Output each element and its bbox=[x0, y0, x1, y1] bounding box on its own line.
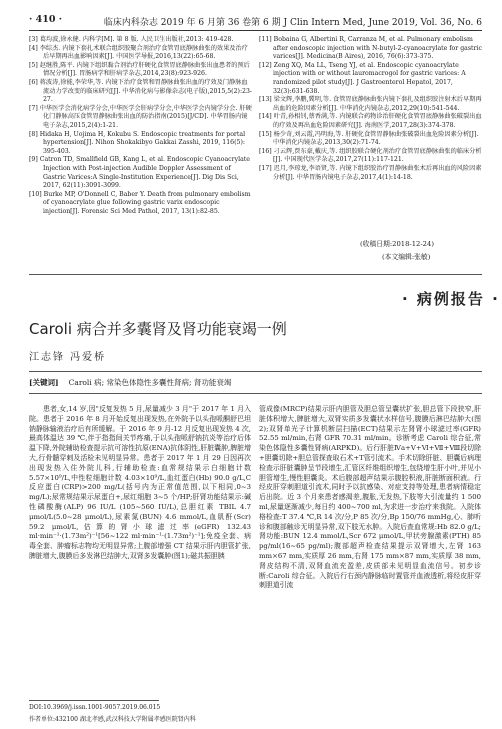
footnote-doi: DOI:10.3969/j.issn.1001-9057.2019.06.015 bbox=[29, 704, 161, 711]
body-left-column bbox=[29, 405, 251, 562]
keywords-label: [关键词] bbox=[29, 378, 59, 387]
reference-item: [10] Burke MP, O'Donnell C, Baber Y. Death from pulmonary embolism of cyanoacrylate glue following gastric varix endoscopic injection[J]. Forensic Sci Med Pathol, 2017, 13(1):82-85. bbox=[29, 190, 251, 215]
section-divider bbox=[29, 274, 482, 275]
running-header bbox=[29, 8, 482, 31]
reference-item: [12] Zeng XQ, Ma LL, Tseng YJ, et al. Endoscopic cyanoacrylate injection with or without lauromacrogol for gastric varices: A randomized pilot study[J]. J Gastroenterol Hepatol, 2017, 32(3):631-638. bbox=[259, 61, 466, 95]
reference-item: [17] 迟月,李琼龙,李语贤,等. 内镜下组织胶治疗胃静脉曲张术后再出血的风险因素分析[J]. 中华胃肠内镜电子杂志,2017,4(1):14-18. bbox=[259, 164, 482, 181]
reference-item: [16] 刁云辉,贾东豪,戴庆,等. 组织胶联合硬化剂治疗食管胃底静脉曲张的临床分析[J]. 中国现代医学杂志,2017,27(11):117-121. bbox=[259, 147, 482, 164]
reference-item: [6] 蒋波涛,徐能,李荣华,等. 内镜下治疗食管和胃静脉曲张出血的疗效及门静脉血流动力学改变的临床研究[J]. 中华消化病与影像杂志(电子版),2015,5(2):23-27. bbox=[29, 78, 252, 104]
keywords-bottom-rule bbox=[29, 393, 482, 394]
authors: 江志锋 冯爱桥 bbox=[29, 352, 107, 363]
reference-item: [11] Bobaina G, Albertini R, Carranza M, et al. Pulmonary embolism after endoscopic injection with N-butyl-2-cyanoacrylate for gastric varices[J]. Medicina(B Aires), 2016, 76(6):373-375. bbox=[259, 36, 482, 61]
body-paragraph: 患者,女,14 岁,因"反复发热 5 月,尿量减少 3 月"于 2017 年 1 月入院。患者于 2016 年 8 月开始反复出现发热,在外院予以头孢哌酮舒巴坦钠静脉输液治疗后有所缓解。于 2016 年 9 月-12 月反复出现发热 4 次,最高体温达 39 ℃,伴于指指间关节疼痛,于以头孢哌舒钠抗炎等治疗后体温下降,外院辅助检查提示抗可溶性抗原(ENA)抗体阴性,肝脏囊肿,脾脏增大,行骨髓穿刺及活检未见明显异常。患者于 2017 年 1 月 29 日因再次出现发热入住外院儿科,行辅助检查:血常规结果示白细胞计数 5.57×10⁹/L,中性粒细胞计数 4.03×10⁹/L,血红蛋白(Hb) 90.0 g/L,C 反应蛋白(CRP)>200 mg/L(括号内为正常值范围,以下相同,0~3 mg/L);尿常规结果示尿蛋白+,尿红细胞 3~5 个/HP;肝肾功能结果示:碱性磷酸酶(ALP) 96 IU/L (105~560 IU/L),总胆红素 TBIL 4.7 μmol/L(5.0~28 μmol/L),尿素氮(BUN) 4.6 mmol/L,血肌酐(Scr) 59.2 μmol/L,估算的肾小球滤过率(eGFR) 132.43 ml·min⁻¹·(1.73m²)⁻¹[56~122 ml·min⁻¹·(1.73m²)⁻¹];免疫全套、病毒全套、肿瘤标志物均无明显异常;上腹部增强 CT 结果示肝内胆管扩张,脾脏增大,腹膜后多发淋巴结肿大,双肾多发囊肿(图1);磁共振胆胰 bbox=[29, 405, 251, 560]
reference-item: [9] Catron TD, Smallfield GB, Kang L, et al. Endoscopic Cyanoacrylate Injection with Post-injection Audible Doppler Assessment of Gastric Varices:A Single-Institution Experience[J]. Dig Dis Sci, 2017, 62(11):3091-3099. bbox=[29, 156, 250, 190]
keywords-line bbox=[29, 377, 231, 388]
body-paragraph: 管成像(MRCP)结果示肝内胆管及胆总管呈囊状扩张,胆总管下段狭窄,肝脏体积增大,脾脏增大,双肾实质多发囊状水样信号,腹膜后淋巴结肿大(图2);双肾单光子计算机断层扫描(ECT)结果示左肾肾小球滤过率(GFR) 52.55 ml/min,右肾 GFR 70.31 ml/min。诊断考虑 Caroli 综合征,常染色体隐性多囊性肾病(ARPKD)。后行肝脏Ⅳa+Ⅴ+Ⅵ+Ⅶ+Ⅷ段切除+胆囊切除+胆总管探查取石术+T管引流术。手术切除肝脏、胆囊后病理检查示肝脏囊肿呈节段增生,汇管区纤维组织增生,包绕增生肝小叶,并见小胆管增生,慢性胆囊炎。术后腹部超声结果示腹腔积液,肝脏断面积液。行经皮肝穿刺胆道引流术,同时予以抗感染、对症支持等处理,患者病情稳定后出院。近 3 个月来患者感渴差,腹胀,无发热,下肢等大引流量约 1 500 ml,尿量逐渐减少,每日约 400~700 ml,为求进一步治疗来我院。入院体格检查:T 37.4 ℃,R 14 次/分,P 85 次/分,Bp 150/76 mmHg,心、肺听诊和腹部触诊无明显异常,双下肢无水肿。入院后查血常规:Hb 82.0 g/L;肾功能:BUN 12.4 mmol/L,Scr 672 μmol/L,甲状旁腺激素(PTH) 85 pg/ml(16~65 pg/ml);腹部超声检查结果提示双肾增大,左肾 163 mm×67 mm,实质厚 26 mm,右肾 175 mm×87 mm,实质厚 38 mm,肾皮结构不清,双肾血流充盈差,皮质部未见明显血流信号。初步诊断:Caroli 综合征。入院后行右颈内静脉临时置管并血液透析,将经皮肝穿刺胆道引流 bbox=[259, 405, 481, 590]
article-title: Caroli 病合并多囊肾及肾功能衰竭一例 bbox=[29, 320, 287, 338]
editor-note: (本文编辑:张敏) bbox=[382, 253, 431, 261]
references-right-column bbox=[259, 36, 482, 182]
journal-title-line: 临床内科杂志 2019 年 6 月第 36 卷第 6 期 J Clin Intern Med, June 2019, Vol. 36, No. 6 bbox=[103, 18, 482, 28]
received-date: (收稿日期:2018-12-24) bbox=[360, 240, 434, 248]
reference-item: [5] 赵继胜,陈平. 内镜下组织黏合剂治疗肝硬化食管胃底静脉曲张出血患者的预后情况分析[J]. 胃肠病学和肝病学杂志,2014,23(8):923-926. bbox=[29, 61, 250, 78]
reference-item: [7] 中华医学会消化病学分会,中华医学会肝病学分会,中华医学会内镜学分会. 肝硬化门静脉高压食管胃静脉曲张出血的防治指南(2015)[J/CD]. 中华胃肠内镜电子杂志,2015,2(4):1-21. bbox=[29, 104, 252, 129]
footnote-rule bbox=[29, 700, 159, 701]
body-right-column bbox=[259, 405, 481, 591]
keywords-text: Caroli 病; 常染色体隐性多囊性肾病; 肾功能衰竭 bbox=[68, 378, 232, 387]
references-left-column bbox=[29, 36, 252, 216]
reference-item: [14] 叶青,孙相钊,蔡香满,等. 内镜联合药物诊治肝硬化食管胃底静脉曲张破裂出血的疗效及再出血危险因素研究[J]. 海南医学,2017,28(3):374-378. bbox=[259, 113, 482, 129]
reference-item: [13] 梁文辉,李鹏,冀明,等. 食管胃底静脉曲张内镜下套扎及组织胶注射术后早期再出血的危险因素分析[J]. 中华消化内镜杂志,2012,29(10):541-544. bbox=[259, 96, 482, 112]
page-number: · 410 · bbox=[29, 14, 63, 25]
reference-item: [4] 李综杰. 内镜下套扎术联合组织胶聚合剂治疗食管胃底静脉曲张的效果及治疗后早期再出血影响因素[J]. 中国医学导报,2016,13(22):65-68. bbox=[29, 44, 248, 61]
reference-item: [15] 杨少奇,刘云霞,冯明海,等. 肝硬化食管胃静脉曲张破裂出血危险因素分析[J]. 中华消化内镜杂志,2013,30(2):71-74. bbox=[259, 130, 479, 147]
reference-item: [3] 葛均波,徐永健. 内科学[M]. 第 8 版. 人民卫生出版社,2013: 419-428. bbox=[29, 36, 234, 43]
column-title: · 病例报告 · bbox=[402, 290, 500, 308]
keywords-top-rule bbox=[29, 371, 482, 372]
footnote-affiliation: 作者单位:432100 湖北孝感,武汉科技大学附属孝感医院肾内科 bbox=[29, 716, 196, 723]
reference-item: [8] Hidaka H, Uojima H, Kokubu S. Endoscopic treatments for portal hypertension[J]. Nihon Shokakibyo Gakkai Zasshi, 2019, 116(5): 395-403. bbox=[29, 130, 246, 155]
